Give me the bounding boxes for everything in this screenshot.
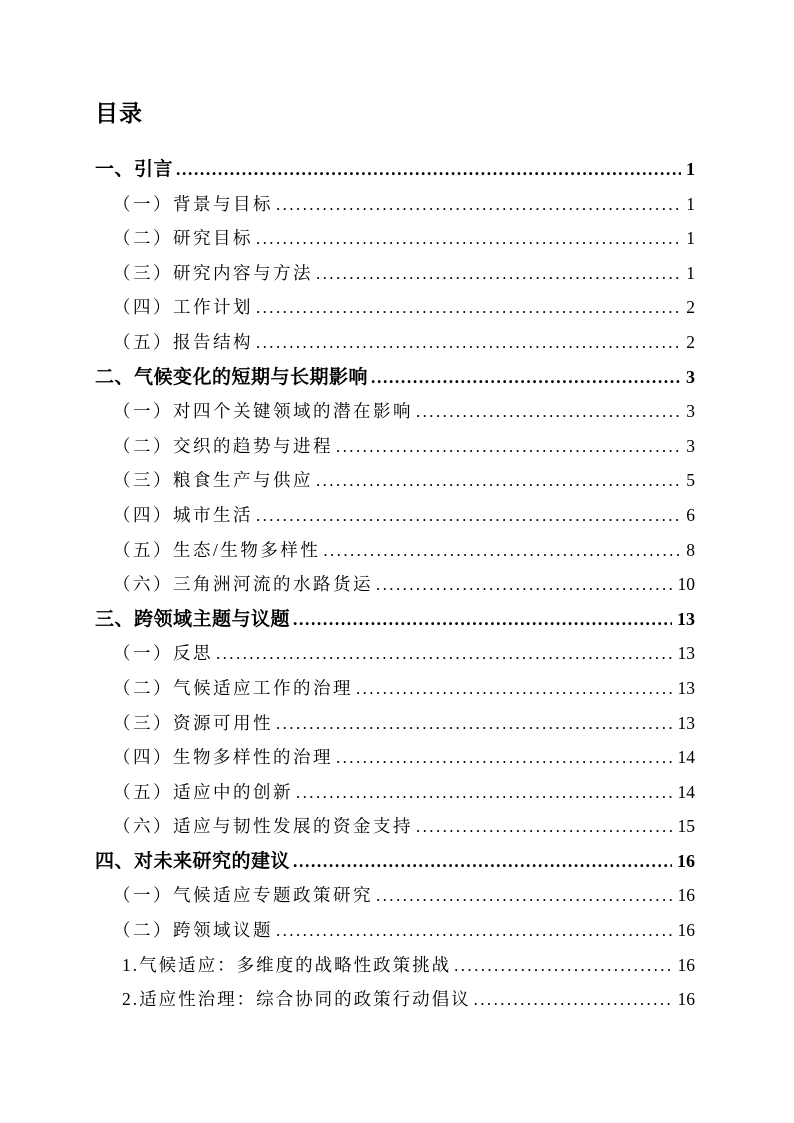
- toc-entry[interactable]: [95, 948, 695, 983]
- toc-page-number: 3: [686, 366, 695, 387]
- toc-page-number: 16: [677, 850, 695, 871]
- dot-leader: [376, 879, 673, 915]
- toc-entry[interactable]: [95, 775, 695, 810]
- toc-page-number: 6: [686, 504, 695, 525]
- toc-page-number: 8: [686, 539, 695, 560]
- toc-entry[interactable]: [95, 256, 695, 291]
- dot-leader: [176, 152, 681, 189]
- toc-entry[interactable]: [95, 152, 695, 187]
- toc-page-number: 13: [677, 712, 695, 733]
- document-page: [95, 95, 695, 1017]
- toc-entry[interactable]: [95, 844, 695, 879]
- toc-entry-label: （二）跨领域议题: [113, 920, 273, 941]
- toc-entry-label: （一）对四个关键领域的潜在影响: [113, 401, 413, 422]
- toc-entry-label: 1.气候适应：多维度的战略性政策挑战: [122, 954, 452, 975]
- dot-leader: [256, 222, 681, 258]
- toc-entry-label: （三）研究内容与方法: [113, 262, 313, 283]
- toc-entry-label: （四）城市生活: [113, 504, 253, 525]
- toc-entry-label: （二）交织的趋势与进程: [113, 435, 333, 456]
- toc-entry-label: （四）工作计划: [113, 297, 253, 318]
- toc-entry[interactable]: [95, 809, 695, 844]
- dot-leader: [336, 430, 681, 466]
- dot-leader: [256, 499, 681, 535]
- toc-page-number: 5: [686, 470, 695, 491]
- dot-leader: [474, 983, 673, 1019]
- dot-leader: [276, 188, 681, 224]
- toc-entry-label: 二、气候变化的短期与长期影响: [95, 366, 369, 388]
- toc-page-number: 1: [686, 159, 695, 179]
- toc-entry-label: （一）背景与目标: [113, 193, 273, 214]
- toc-page-number: 14: [677, 781, 695, 802]
- toc-page-number: 2: [686, 331, 695, 352]
- toc-page-number: 14: [677, 747, 695, 768]
- dot-leader: [416, 810, 673, 846]
- toc-entry-label: （一）气候适应专题政策研究: [113, 885, 373, 906]
- dot-leader: [296, 776, 673, 812]
- toc-entry-label: （五）适应中的创新: [113, 781, 293, 802]
- toc-entry-label: 2.适应性治理：综合协同的政策行动倡议: [122, 989, 471, 1010]
- dot-leader: [256, 291, 681, 327]
- toc-page-number: 2: [686, 297, 695, 318]
- dot-leader: [316, 257, 681, 293]
- dot-leader: [376, 568, 673, 604]
- toc-entry[interactable]: [95, 740, 695, 775]
- toc-entry[interactable]: [95, 913, 695, 948]
- toc-entry-label: 三、跨领域主题与议题: [95, 608, 291, 630]
- toc-entry[interactable]: [95, 533, 695, 568]
- toc-page-number: 3: [686, 435, 695, 456]
- toc-page-number: 13: [677, 677, 695, 698]
- dot-leader: [356, 672, 673, 708]
- toc-entry-label: （三）资源可用性: [113, 712, 273, 733]
- dot-leader: [336, 741, 673, 777]
- dot-leader: [454, 949, 672, 985]
- toc-page-number: 10: [677, 574, 695, 595]
- toc-page-number: 13: [677, 608, 695, 629]
- toc-entry[interactable]: [95, 567, 695, 602]
- dot-leader: [276, 707, 673, 743]
- dot-leader: [256, 326, 681, 362]
- toc-entry[interactable]: [95, 221, 695, 256]
- dot-leader: [216, 637, 673, 673]
- toc-page-number: 16: [677, 989, 695, 1010]
- toc-page-number: 3: [686, 401, 695, 422]
- dot-leader: [316, 464, 681, 500]
- toc-page-number: 15: [677, 816, 695, 837]
- toc-entry-label: （一）反思: [113, 643, 213, 664]
- toc-entry[interactable]: [95, 187, 695, 222]
- toc-entry-label: （四）生物多样性的治理: [113, 747, 333, 768]
- toc-entry-label: （六）适应与韧性发展的资金支持: [113, 816, 413, 837]
- toc-entry[interactable]: [95, 360, 695, 395]
- toc-entry-label: （二）研究目标: [113, 228, 253, 249]
- toc-page-number: 16: [677, 885, 695, 906]
- toc-entry[interactable]: [95, 636, 695, 671]
- toc-page-number: 16: [677, 920, 695, 941]
- toc-entry[interactable]: [95, 878, 695, 913]
- toc-page-number: 1: [686, 228, 695, 249]
- toc-title: 目录: [95, 100, 143, 126]
- toc-page-number: 1: [686, 193, 695, 214]
- toc-entry[interactable]: [95, 982, 695, 1017]
- toc-entry-label: 四、对未来研究的建议: [95, 850, 291, 872]
- toc-entry[interactable]: [95, 671, 695, 706]
- toc-entry-label: （二）气候适应工作的治理: [113, 677, 353, 698]
- toc-entry[interactable]: [95, 325, 695, 360]
- dot-leader: [416, 395, 681, 431]
- toc-entry[interactable]: [95, 602, 695, 637]
- toc-entry-label: （五）生态/生物多样性: [113, 539, 321, 560]
- toc-entry-label: （五）报告结构: [113, 331, 253, 352]
- dot-leader: [323, 534, 681, 570]
- dot-leader: [293, 602, 672, 639]
- toc-entry[interactable]: [95, 394, 695, 429]
- toc-entry[interactable]: [95, 429, 695, 464]
- toc-page-number: 1: [686, 262, 695, 283]
- dot-leader: [276, 914, 673, 950]
- toc-list: [95, 152, 695, 1017]
- toc-page-number: 13: [677, 643, 695, 664]
- toc-entry[interactable]: [95, 706, 695, 741]
- toc-entry[interactable]: [95, 463, 695, 498]
- toc-entry-label: 一、引言: [95, 159, 174, 180]
- toc-entry[interactable]: [95, 290, 695, 325]
- toc-entry-label: （六）三角洲河流的水路货运: [113, 574, 373, 595]
- toc-page-number: 16: [677, 954, 695, 975]
- dot-leader: [371, 360, 681, 397]
- toc-entry-label: （三）粮食生产与供应: [113, 470, 313, 491]
- toc-entry[interactable]: [95, 498, 695, 533]
- dot-leader: [293, 844, 672, 881]
